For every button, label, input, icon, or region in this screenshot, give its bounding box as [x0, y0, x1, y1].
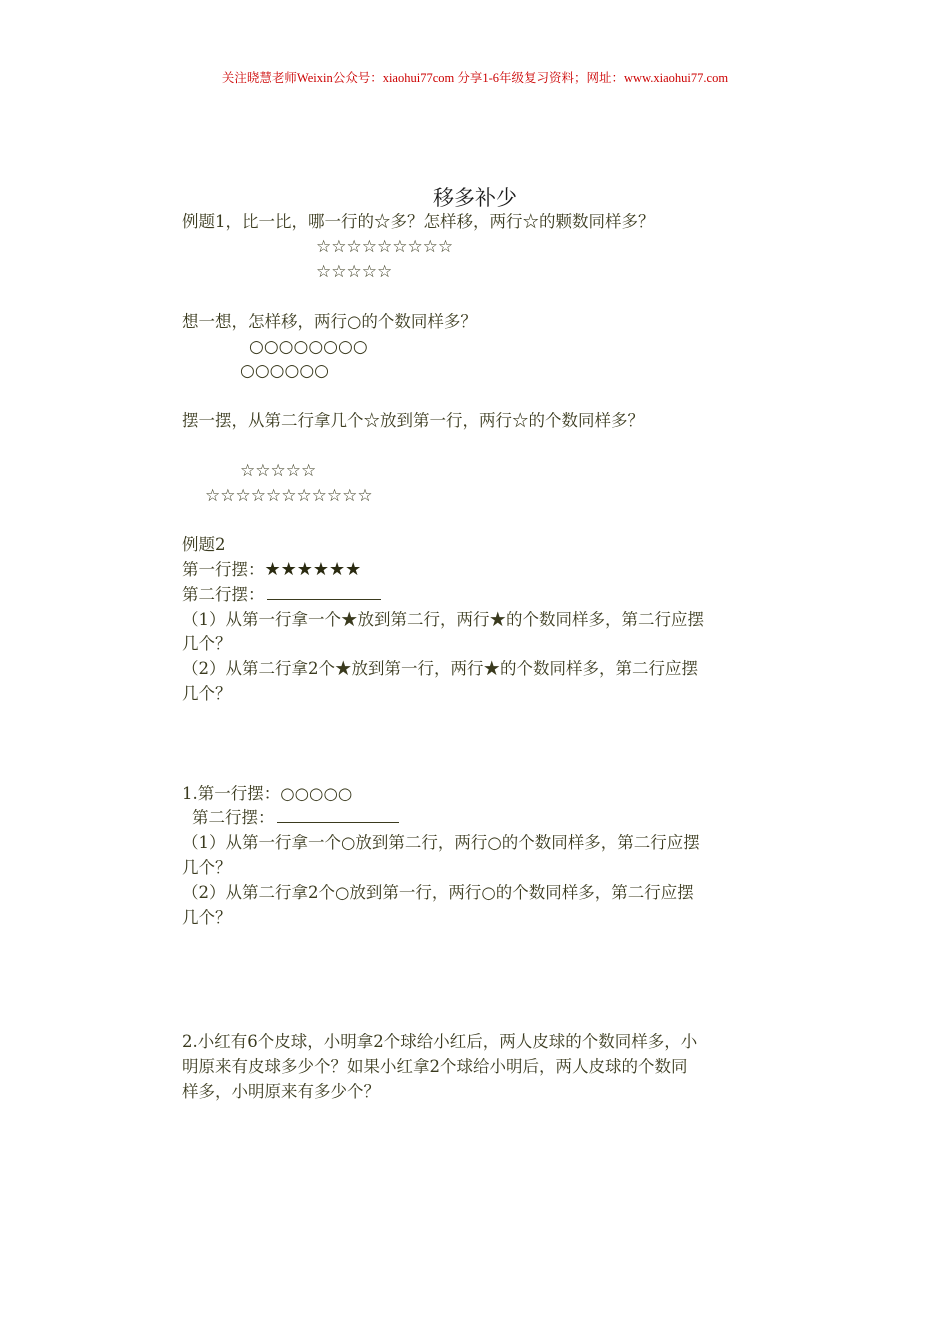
example2-row1-label: 第一行摆：: [182, 560, 265, 579]
example2-row2-label: 第二行摆：: [182, 585, 265, 604]
think-circle-row-2: ○○○○○○: [240, 361, 330, 381]
problem1-row-2: [192, 806, 399, 830]
arrange-star-row-1: ☆☆☆☆☆: [240, 461, 317, 481]
example2-q2-line-2: 几个？: [182, 684, 232, 703]
page-title: 移多补少: [433, 186, 517, 210]
arrange-question: 摆一摆，从第二行拿几个☆放到第一行，两行☆的个数同样多？: [182, 411, 644, 430]
problem1-row2-label: 第二行摆：: [192, 808, 275, 827]
think-question: 想一想，怎样移，两行○的个数同样多？: [182, 312, 477, 331]
example2-q1-line-1: （1）从第一行拿一个★放到第二行，两行★的个数同样多，第二行应摆: [182, 610, 704, 629]
page-header: 关注晓慧老师Weixin公众号：xiaohui77com 分享1-6年级复习资料；网址：www.xiaohui77.com: [221, 71, 729, 85]
example2-row-2: [182, 583, 381, 607]
arrange-star-row-2: ☆☆☆☆☆☆☆☆☆☆☆: [205, 486, 373, 506]
example2-solid-stars: ★★★★★★: [264, 559, 362, 580]
example2-answer-blank[interactable]: [267, 583, 381, 600]
problem2-line-1: 2.小红有6个皮球，小明拿2个球给小红后，两人皮球的个数同样多，小: [182, 1032, 698, 1051]
problem1-row-1: [182, 782, 352, 806]
problem1-circles: ○○○○○: [280, 784, 353, 803]
problem1-answer-blank[interactable]: [277, 806, 399, 823]
example1-question: 例题1，比一比，哪一行的☆多？怎样移，两行☆的颗数同样多？: [182, 212, 655, 231]
problem1-q1-line-2: 几个？: [182, 858, 232, 877]
problem1-q2-line-2: 几个？: [182, 908, 232, 927]
example1-star-row-2: ☆☆☆☆☆: [316, 262, 393, 282]
problem2-line-2: 明原来有皮球多少个？如果小红拿2个球给小明后，两人皮球的个数同: [182, 1057, 688, 1076]
example1-star-row-1: ☆☆☆☆☆☆☆☆☆: [316, 237, 454, 257]
think-circle-row-1: ○○○○○○○○: [249, 337, 368, 357]
problem2-line-3: 样多，小明原来有多少个？: [182, 1082, 380, 1101]
problem1-q2-line-1: （2）从第二行拿2个○放到第一行，两行○的个数同样多，第二行应摆: [182, 883, 694, 902]
example2-q2-line-1: （2）从第二行拿2个★放到第一行，两行★的个数同样多，第二行应摆: [182, 659, 698, 678]
example2-row-1: [182, 558, 361, 582]
problem1-row1-label: 1.第一行摆：: [182, 784, 281, 803]
problem1-q1-line-1: （1）从第一行拿一个○放到第二行，两行○的个数同样多，第二行应摆: [182, 833, 700, 852]
example2-label: 例题2: [182, 535, 226, 554]
example2-q1-line-2: 几个？: [182, 634, 232, 653]
